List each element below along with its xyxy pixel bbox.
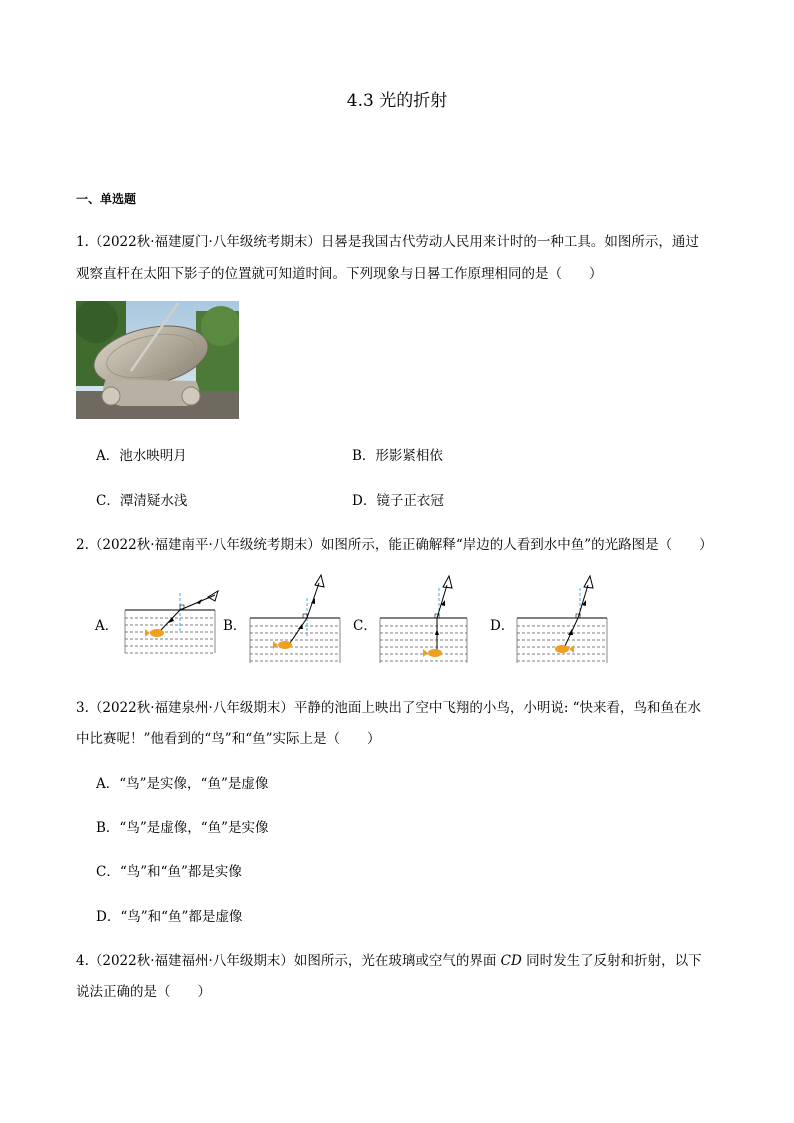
q4-stem-line2: 说法正确的是（ ） xyxy=(76,984,211,1000)
ray-diagram-c[interactable] xyxy=(375,573,475,672)
q1-option-a[interactable]: A．池水映明月 xyxy=(96,448,187,464)
q2-option-b-label[interactable]: B． xyxy=(223,618,247,634)
q3-option-b[interactable]: B．“鸟”是虚像，“鱼”是实像 xyxy=(96,820,269,836)
q1-stem-line2: 观察直杆在太阳下影子的位置就可知道时间。下列现象与日晷工作原理相同的是（ ） xyxy=(76,266,603,282)
q3-stem-line2: 中比赛呢！”他看到的“鸟”和“鱼”实际上是（ ） xyxy=(76,731,381,747)
q3-option-a[interactable]: A．“鸟”是实像，“鱼”是虚像 xyxy=(96,776,269,792)
ray-diagram-a[interactable] xyxy=(120,573,225,662)
page-title: 4.3 光的折射 xyxy=(346,91,448,111)
q2-option-a-label[interactable]: A． xyxy=(95,618,119,634)
q2-option-c-label[interactable]: C． xyxy=(353,618,377,634)
q3-option-c[interactable]: C．“鸟”和“鱼”都是实像 xyxy=(96,864,242,880)
q1-option-d[interactable]: D．镜子正衣冠 xyxy=(352,493,444,509)
q1-stem-line1: 1.（2022秋·福建厦门·八年级统考期末）日晷是我国古代劳动人民用来计时的一种工具。如图所示，通过 xyxy=(76,234,699,250)
ray-diagram-d[interactable] xyxy=(512,573,612,672)
q4-interface-label: CD xyxy=(500,953,522,969)
q1-option-c[interactable]: C．潭清疑水浅 xyxy=(96,493,188,509)
q1-option-b[interactable]: B．形影紧相依 xyxy=(352,448,443,464)
ray-diagram-b[interactable] xyxy=(245,573,350,672)
q4-stem-part1: 4.（2022秋·福建福州·八年级期末）如图所示，光在玻璃或空气的界面 xyxy=(76,953,501,969)
q4-stem-line1 xyxy=(76,949,702,969)
section-heading: 一、单选题 xyxy=(76,192,137,206)
q2-option-d-label[interactable]: D． xyxy=(490,618,515,634)
q3-stem-line1: 3.（2022秋·福建泉州·八年级期末）平静的池面上映出了空中飞翔的小鸟，小明说: “快来看，鸟和鱼在水 xyxy=(76,700,702,716)
q4-stem-part2: 同时发生了反射和折射，以下 xyxy=(521,953,702,969)
q3-option-d[interactable]: D．“鸟”和“鱼”都是虚像 xyxy=(96,909,243,925)
q2-stem-line1: 2.（2022秋·福建南平·八年级统考期末）如图所示，能正确解释“岸边的人看到水中鱼”的光路图是（ ） xyxy=(76,537,713,553)
sundial-photo xyxy=(76,301,239,419)
